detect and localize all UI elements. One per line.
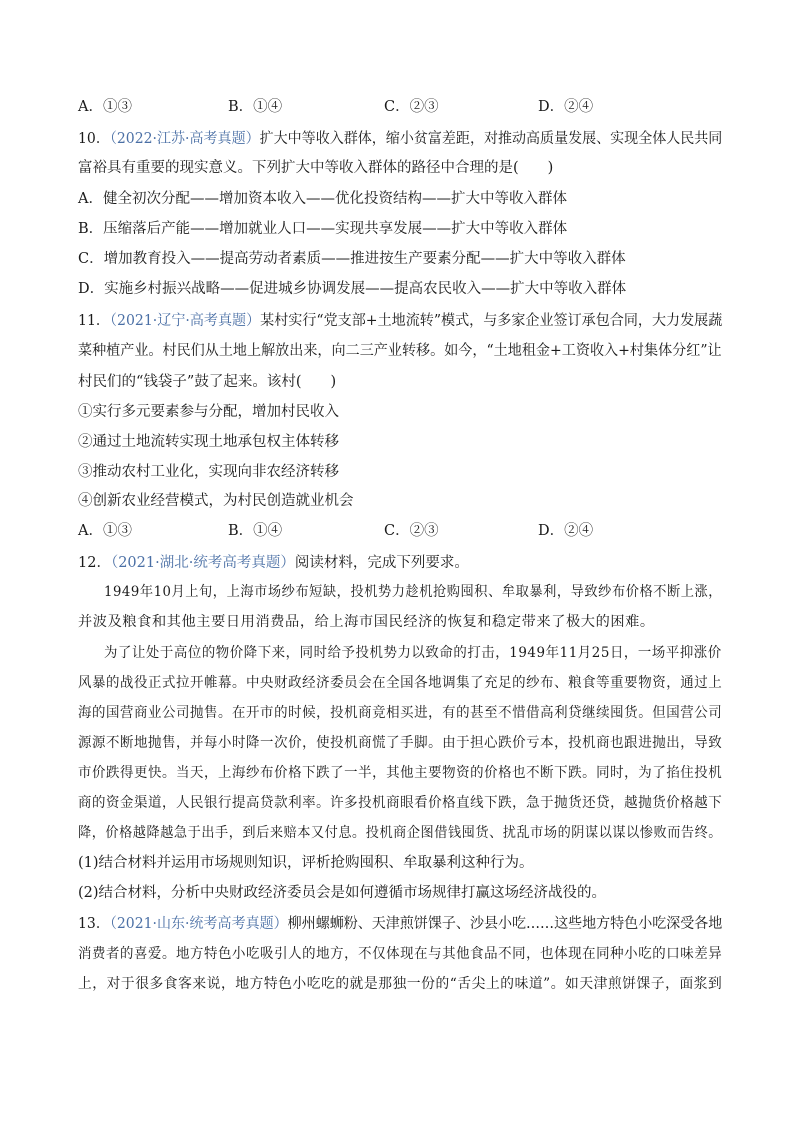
q11-statement-1: ①实行多元要素参与分配，增加村民收入 <box>78 404 339 420</box>
q12-requirement-1: (1)结合材料并运用市场规则知识，评析抢购囤积、牟取暴利这种行为。 <box>78 855 534 871</box>
q12-material-line-3: 为了让处于高位的物价降下来，同时给予投机势力以致命的打击，1949年11月25日，一场平抑涨价 <box>104 645 722 661</box>
q12-requirement-2: (2)结合材料，分析中央财政经济委员会是如何遵循市场规律打赢这场经济战役的。 <box>78 885 607 901</box>
q10-source: （2022·江苏·高考真题） <box>109 131 260 147</box>
q13-number: 13． <box>78 916 110 932</box>
q10-option-c: C．增加教育投入——提高劳动者素质——推进按生产要素分配——扩大中等收入群体 <box>78 251 626 267</box>
q12-source: （2021·湖北·统考高考真题） <box>110 555 295 571</box>
q10-stem-1: 扩大中等收入群体，缩小贫富差距，对推动高质量发展、实现全体人民共同 <box>259 131 723 147</box>
q13-source: （2021·山东·统考高考真题） <box>109 916 288 932</box>
q12-material-line-4: 风暴的战役正式拉开帷幕。中央财政经济委员会在全国各地调集了充足的纱布、粮食等重要物资，通过上 <box>78 675 723 691</box>
q11-stem-line1 <box>78 311 722 331</box>
q11-source: （2021·辽宁·高考真题） <box>109 313 261 329</box>
q12-material-line-9: 降，价格越降越急于出手，到后来赔本又付息。投机商企图借钱囤货、扰乱市场的阴谋以谋以惨败而告终。 <box>78 825 723 841</box>
q11-number: 11． <box>78 313 110 329</box>
q13-stem-2: 消费者的喜爱。地方特色小吃吸引人的地方，不仅体现在与其他食品不同，也体现在同种小吃的口味差异 <box>78 946 723 962</box>
q12-material-line-7: 市价跌得更快。当天，上海纱布价格下跌了一半，其他主要物资的价格也不断下跌。同时，为了掐住投机 <box>78 765 723 781</box>
q11-stem-2: 菜种植产业。村民们从土地上解放出来，向二三产业转移。如今，“土地租金+工资收入+村集体分红”让 <box>78 343 722 359</box>
q12-number: 12． <box>78 555 111 571</box>
q10-stem-2: 富裕具有重要的现实意义。下列扩大中等收入群体的路径中合理的是( ) <box>78 160 554 176</box>
q11-statement-3: ③推动农村工业化，实现向非农经济转移 <box>78 464 339 480</box>
q11-option-a: A．①③ <box>78 523 132 539</box>
q9-option-a: A．①③ <box>78 99 132 115</box>
q10-stem-line1 <box>78 129 722 149</box>
q10-option-a: A．健全初次分配——增加资本收入——优化投资结构——扩大中等收入群体 <box>78 191 567 207</box>
q12-stem: 阅读材料，完成下列要求。 <box>294 555 469 571</box>
q13-stem-line1 <box>78 914 722 934</box>
q11-statement-2: ②通过土地流转实现土地承包权主体转移 <box>78 434 339 450</box>
q12-material-line-2: 并波及粮食和其他主要日用消费品，给上海市国民经济的恢复和稳定带来了极大的困难。 <box>78 614 655 630</box>
q9-option-b: B．①④ <box>228 99 283 115</box>
q13-stem-1: 柳州螺蛳粉、天津煎饼馃子、沙县小吃……这些地方特色小吃深受各地 <box>287 916 723 932</box>
q11-option-c: C．②③ <box>384 523 439 539</box>
q11-stem-1: 某村实行“党支部+土地流转”模式，与多家企业签订承包合同，大力发展蔬 <box>260 313 723 329</box>
q10-option-d: D．实施乡村振兴战略——促进城乡协调发展——提高农民收入——扩大中等收入群体 <box>78 281 627 297</box>
q12-material-line-5: 海的国营商业公司抛售。在开市的时候，投机商竞相买进，有的甚至不惜借高利贷继续囤货。但国营公司 <box>78 705 723 721</box>
q12-material-line-1: 1949年10月上旬，上海市场纱布短缺，投机势力趁机抢购囤积、牟取暴利，导致纱布价格不断上涨， <box>104 584 723 600</box>
q10-option-b: B．压缩落后产能——增加就业人口——实现共享发展——扩大中等收入群体 <box>78 221 568 237</box>
q13-stem-3: 上，对于很多食客来说，地方特色小吃吃的就是那独一份的“舌尖上的味道”。如天津煎饼馃子，面浆到 <box>78 976 723 992</box>
q12-stem-line <box>78 553 469 573</box>
q11-option-b: B．①④ <box>228 523 283 539</box>
q11-option-d: D．②④ <box>538 523 594 539</box>
q12-material-line-6: 源源不断地抛售，并每小时降一次价，使投机商慌了手脚。由于担心跌价亏本，投机商也跟进抛出，导致 <box>78 735 723 751</box>
q9-option-d: D．②④ <box>538 99 594 115</box>
q10-number: 10． <box>78 131 110 147</box>
q11-stem-3: 村民们的“钱袋子”鼓了起来。该村( ) <box>78 374 337 390</box>
q11-statement-4: ④创新农业经营模式，为村民创造就业机会 <box>78 493 354 509</box>
q9-option-c: C．②③ <box>384 99 439 115</box>
q12-material-line-8: 商的资金渠道，人民银行提高贷款利率。许多投机商眼看价格直线下跌，急于抛货还贷，越抛货价格越下 <box>78 795 723 811</box>
